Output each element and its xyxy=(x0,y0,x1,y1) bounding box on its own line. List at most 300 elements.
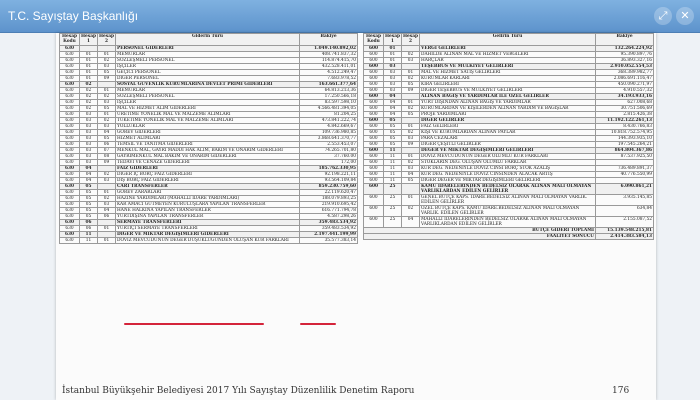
table-cell: 600 xyxy=(364,52,384,58)
table-cell: 359.483.534,92 xyxy=(300,220,358,226)
table-cell: KİRA GELİRLERİ xyxy=(420,82,596,88)
table-cell: 7.683.978,52 xyxy=(300,76,358,82)
table-cell: 02 xyxy=(80,100,98,106)
table-cell: 09 xyxy=(402,88,420,94)
table-cell: 630 xyxy=(60,76,80,82)
table-cell: 06 xyxy=(98,214,116,220)
table-cell: DÖVİZ MEVCUDUNUN DEĞER DÜŞÜKLÜĞÜNDEN OLUŞAN KUR FARKLARI xyxy=(116,238,300,244)
table-cell: 432.528.411,01 xyxy=(300,64,358,70)
table-cell: 37.760.00 xyxy=(300,154,358,160)
column-header: Gelirin Türü xyxy=(420,34,596,46)
table-cell: 02 xyxy=(98,172,116,178)
table-cell: 04 xyxy=(402,172,420,178)
table-cell: 25 xyxy=(384,206,402,217)
table-cell: 600 xyxy=(364,82,384,88)
revenue-table-container xyxy=(363,33,653,240)
table-cell: GAYRİMENKUL MAL BAKIM VE ONARIM GİDERLERİ xyxy=(116,154,300,160)
window-title: T.C. Sayıştay Başkanlığı xyxy=(8,9,139,23)
table-cell: MAHALLİ İDARELERİNDEN BEDELSİZ OLARAK ALINAN MALİ OLMAYAN VARLIKLARDAN EDİLEN GELİRLER xyxy=(420,217,596,228)
table-cell: MENKUL MAL, GAYRİ MADDİ HAK ALIM, BAKIM VE ONARIM GİDERLERİ xyxy=(116,148,300,154)
table-cell: 11 xyxy=(80,232,98,238)
table-cell: 630 xyxy=(60,214,80,220)
table-cell: 03 xyxy=(98,100,116,106)
table-cell: 630 xyxy=(60,142,80,148)
table-cell: 3.868.641.370,77 xyxy=(300,136,358,142)
table-cell: 04 xyxy=(402,217,420,228)
table-cell: 02 xyxy=(80,94,98,100)
table-cell: 600 xyxy=(364,142,384,148)
table-cell: 01 xyxy=(402,195,420,206)
table-cell: 634,84 xyxy=(596,206,654,217)
table-cell: 859.230.759,60 xyxy=(300,184,358,190)
table-cell: 74.265.701,80 xyxy=(300,148,358,154)
table-cell: 05 xyxy=(80,196,98,202)
table-cell: 22.119.620,47 xyxy=(300,190,358,196)
table-cell: 06 xyxy=(80,226,98,232)
table-cell: 10.818.752.574,95 xyxy=(596,130,654,136)
table-cell: 630 xyxy=(60,70,80,76)
table-cell: 06 xyxy=(80,220,98,226)
table-cell: 630 xyxy=(60,196,80,202)
table-cell: 4.512.249,47 xyxy=(300,70,358,76)
table-cell: 4.566.481.394,05 xyxy=(300,106,358,112)
table-cell: 600 xyxy=(364,206,384,217)
table-cell: 05 xyxy=(80,184,98,190)
table-cell: PROJE YARDIMLARI xyxy=(420,112,596,118)
table-cell: 630 xyxy=(60,178,80,184)
table-cell: 197.545.264,21 xyxy=(596,142,654,148)
table-cell: 630 xyxy=(60,208,80,214)
column-header: Hesap 2 xyxy=(99,34,115,44)
table-cell: DİĞER VE MİKTAR DEĞİŞİMLERİ GİDERLERİ xyxy=(116,232,300,238)
table-cell: MEMURLAR xyxy=(116,88,300,94)
table-cell: 359.483.534,92 xyxy=(300,226,358,232)
table-cell: 03 xyxy=(384,64,402,70)
table-cell: 630 xyxy=(60,130,80,136)
table-cell: KAMU İDARELERİNDEN BEDELSİZ OLARAK ALINAN MALİ OLMAYAN VARLIKLARDAN EDİLEN GELİRLER xyxy=(420,184,596,195)
table-cell: HİZMET ALIMLARI xyxy=(116,136,300,142)
table-cell: 2.815.426,38 xyxy=(596,112,654,118)
table-cell: 83.597.598,10 xyxy=(300,100,358,106)
table-cell: 04 xyxy=(98,208,116,214)
table-cell: GÖREV GİDERLERİ xyxy=(116,130,300,136)
table-cell: GENEL BÜTÇE KAPS. İDARE.BEDELSİZ ALINAN MALİ OLMAYAN VARLIK. EDİLEN GELİRLER xyxy=(420,195,596,206)
table-cell: 630 xyxy=(60,112,80,118)
table-cell: 4.910.557,32 xyxy=(596,88,654,94)
table-cell: 03 xyxy=(80,124,98,130)
table-row xyxy=(364,130,654,136)
table-cell: 600 xyxy=(364,124,384,130)
table-cell: 630 xyxy=(60,220,80,226)
column-header: Hesap 1 xyxy=(385,34,401,44)
table-cell: 630 xyxy=(60,166,80,172)
page-footer xyxy=(56,383,656,399)
table-cell: 81.204,25 xyxy=(300,112,358,118)
table-cell: 132.264.224,92 xyxy=(596,46,654,52)
table-cell: 03 xyxy=(80,112,98,118)
table-cell: 600 xyxy=(364,130,384,136)
table-cell: 40.776.550,99 xyxy=(596,172,654,178)
table-cell: 01 xyxy=(384,46,402,52)
table-cell: 05 xyxy=(80,202,98,208)
table-cell: 600 xyxy=(364,76,384,82)
table-cell: 93.564.109,84 xyxy=(300,178,358,184)
table-cell: 01 xyxy=(80,70,98,76)
table-cell: 03 xyxy=(402,136,420,142)
table-cell: 188.079.893,25 xyxy=(300,196,358,202)
title-bar xyxy=(0,0,700,33)
table-cell: DEĞER VE MİKTAR DEĞİŞİMLERİ GELİRLERİ xyxy=(420,148,596,154)
table-cell: 630 xyxy=(60,88,80,94)
table-cell: 01 xyxy=(80,64,98,70)
table-cell: SOSYAL GÜVENLİK KURUMLARINA DEVLET PRİMİ GİDERLERİ xyxy=(116,82,300,88)
table-cell: 03 xyxy=(402,166,420,172)
table-cell: 05 xyxy=(402,112,420,118)
table-cell: 04 xyxy=(384,100,402,106)
table-cell: 600 xyxy=(364,64,384,70)
table-cell: MEMURLAR xyxy=(116,52,300,58)
table-cell: 02 xyxy=(402,76,420,82)
table-cell: 11 xyxy=(384,154,402,160)
table-row xyxy=(364,206,654,217)
table-cell: 630 xyxy=(60,238,80,244)
table-cell: TEŞEBBÜS VE MÜLKİYET GELİRLERİ xyxy=(420,64,596,70)
table-cell: DİĞER GELİRLER xyxy=(420,118,596,124)
table-cell: 02 xyxy=(98,118,116,124)
table-cell xyxy=(402,184,420,195)
table-cell: 630 xyxy=(60,106,80,112)
table-cell: YURT DIŞINDAN ALINAN BAĞIŞ VE YARDIMLAR xyxy=(420,100,596,106)
table-cell: 11 xyxy=(384,178,402,184)
table-cell: 02 xyxy=(98,196,116,202)
table-cell: 2.553.453,07 xyxy=(300,142,358,148)
table-cell: 185.762.330,95 xyxy=(300,166,358,172)
table-cell: 01 xyxy=(80,58,98,64)
table-cell: 01 xyxy=(98,52,116,58)
table-cell: YURTDIŞINA YAPILAN TRANSFERLER xyxy=(116,214,300,220)
table-cell: 03 xyxy=(80,118,98,124)
table-cell: 36.893.327,16 xyxy=(596,58,654,64)
column-header: Hesap 1 xyxy=(81,34,97,44)
table-cell: 95.390.897,76 xyxy=(596,52,654,58)
table-cell: 04 xyxy=(80,166,98,172)
table-cell: 05 xyxy=(80,214,98,220)
table-cell: CARİ TRANSFERLER xyxy=(116,184,300,190)
table-cell: 4.842.669,67 xyxy=(300,124,358,130)
table-cell: 02 xyxy=(80,88,98,94)
footer-report-title: İstanbul Büyükşehir Belediyesi 2017 Yılı Sayıştay Düzenlilik Denetim Raporu xyxy=(62,386,415,396)
table-cell: İŞÇİLER xyxy=(116,64,300,70)
table-cell: 4.587.298,26 xyxy=(300,214,358,220)
table-cell: 630 xyxy=(60,232,80,238)
table-cell: 03 xyxy=(384,82,402,88)
table-cell: DİĞER İÇ BORÇ FAİZ GİDERLERİ xyxy=(116,172,300,178)
table-cell: DİĞER TEŞEBBÜS VE MÜLKİYET GELİRLERİ xyxy=(420,88,596,94)
table-cell: 600 xyxy=(364,148,384,154)
table-cell: 630 xyxy=(60,82,80,88)
table-cell: 03 xyxy=(80,154,98,160)
table-cell: 600 xyxy=(364,178,384,184)
table-cell: KURUMLARDAN VE KİŞİLERDEN ALINAN YARDIM VE BAĞIŞLAR xyxy=(420,106,596,112)
table-cell: 30.751.506,69 xyxy=(596,106,654,112)
table-cell: ÖZEL BÜTÇE KAPS. KAMU İDARE.BEDELSİZ ALINAN MALİ OLMAYAN VARLIK. EDİLEN GELİRLER xyxy=(420,206,596,217)
table-cell: 144.393.935,10 xyxy=(596,136,654,142)
table-cell: 05 xyxy=(98,70,116,76)
table-cell: 87.537.925,50 xyxy=(596,154,654,160)
table-cell: 630 xyxy=(60,52,80,58)
table-row xyxy=(60,238,358,244)
table-cell: PERSONEL GİDERLERİ xyxy=(116,46,300,52)
table-cell: 630 xyxy=(60,154,80,160)
table-cell: 11 xyxy=(384,172,402,178)
table-cell: STOKLARIN DEĞ. OLUŞAN OLUMLU FARKLAR xyxy=(420,160,596,166)
table-cell: 01 xyxy=(80,76,98,82)
table-cell: 1.049.140.892,02 xyxy=(300,46,358,52)
table-cell: 02 xyxy=(402,52,420,58)
table-cell: 600 xyxy=(364,46,384,52)
table-cell: 02 xyxy=(98,94,116,100)
table-cell: 03 xyxy=(98,64,116,70)
table-cell: 109.736.980,85 xyxy=(300,130,358,136)
table-cell: 04 xyxy=(98,130,116,136)
table-cell: 01 xyxy=(98,88,116,94)
table-cell: 25 xyxy=(384,217,402,228)
table-cell: 03 xyxy=(80,160,98,166)
table-cell: KURUMLAR KARLARI xyxy=(420,76,596,82)
table-cell: 03 xyxy=(98,124,116,130)
table-cell: PARA CEZALARI xyxy=(420,136,596,142)
table-cell: 25 xyxy=(384,195,402,206)
table-cell: 600 xyxy=(364,166,384,172)
table-cell: TEMSİL VE TANITMA GİDERLERİ xyxy=(116,142,300,148)
table-cell: 630 xyxy=(60,160,80,166)
table-cell: 630 xyxy=(60,190,80,196)
table-cell: 01 xyxy=(402,124,420,130)
table-cell: 02 xyxy=(98,58,116,64)
table-cell: 03 xyxy=(384,76,402,82)
table-cell: 630 xyxy=(60,64,80,70)
table-cell: 92.198.221,11 xyxy=(300,172,358,178)
total-row xyxy=(364,234,654,240)
table-cell: 03 xyxy=(384,88,402,94)
table-cell: 05 xyxy=(402,82,420,88)
table-cell: HANE HALKINA YAPILAN TRANSFERLER xyxy=(116,208,300,214)
table-cell: 01 xyxy=(98,190,116,196)
table-cell: 01 xyxy=(402,100,420,106)
table-cell: TEDAVİ VE CENAZE GİDERLERİ xyxy=(116,160,300,166)
table-cell: 630 xyxy=(60,118,80,124)
table-cell: 630 xyxy=(60,184,80,190)
table-cell: 630 xyxy=(60,58,80,64)
table-cell: 02 xyxy=(402,106,420,112)
table-cell: 03 xyxy=(402,58,420,64)
close-icon[interactable]: ✕ xyxy=(676,7,694,25)
table-cell: 630 xyxy=(60,148,80,154)
table-cell: 600 xyxy=(364,217,384,228)
table-cell: YURTİÇİ SERMAYE TRANSFERLERİ xyxy=(116,226,300,232)
table-cell: 05 xyxy=(402,178,420,184)
table-cell: 11 xyxy=(384,166,402,172)
table-cell: 05 xyxy=(80,190,98,196)
table-cell: 114.874.415,70 xyxy=(300,58,358,64)
table-cell: 8.430.766,83 xyxy=(596,124,654,130)
table-cell: 163.661.377,64 xyxy=(300,82,358,88)
table-cell: TÜKETİME YÖNELİK MAL VE MALZEME ALIMLARI xyxy=(116,118,300,124)
table-cell: HAZİNE YARDIMLARI (MAHALLİ İDARE YARDIMLARI) xyxy=(116,196,300,202)
table-cell: KAR AMACI GÜTMEYEN KURULUŞLARA YAPILAN TRANSFERLER xyxy=(116,202,300,208)
table-cell: 2.086.691.116,47 xyxy=(596,76,654,82)
table-cell: 630 xyxy=(60,136,80,142)
table-cell: 05 xyxy=(98,106,116,112)
document-page xyxy=(56,33,656,400)
red-underline-annotation xyxy=(124,323,264,325)
table-cell: 04 xyxy=(80,178,98,184)
table-cell: 600 xyxy=(364,136,384,142)
table-cell: 01 xyxy=(384,52,402,58)
column-header: Bakiye xyxy=(300,34,358,46)
table-cell: 01 xyxy=(80,52,98,58)
table-cell: 05 xyxy=(80,208,98,214)
table-cell: 01 xyxy=(98,112,116,118)
table-row xyxy=(364,217,654,228)
table-cell: 02 xyxy=(402,130,420,136)
table-cell: 64.813.213,36 xyxy=(300,88,358,94)
column-header: Bakiye xyxy=(596,34,654,46)
table-cell: 2.155.087,52 xyxy=(596,217,654,228)
table-cell: GEÇİCİ PERSONEL xyxy=(116,70,300,76)
table-cell: 01 xyxy=(98,226,116,232)
table-cell: DÖVİZ MEVCUDUNUN DEĞER OLUMLU KUR FARKLARI xyxy=(420,154,596,160)
table-cell: KİŞİ VE KURUMLARDAN ALINAN PAYLAR xyxy=(420,130,596,136)
table-cell: DIŞ BORÇ FAİZ GİDERLERİ xyxy=(116,178,300,184)
table-cell: 219.910.695,42 xyxy=(300,202,358,208)
table-cell: 01 xyxy=(98,238,116,244)
revenue-table xyxy=(363,33,654,240)
table-cell: 11 xyxy=(384,160,402,166)
table-cell: 630 xyxy=(60,226,80,232)
table-cell: 600 xyxy=(364,106,384,112)
table-cell: 05 xyxy=(384,118,402,124)
table-cell: 05 xyxy=(384,136,402,142)
table-cell: 03 xyxy=(80,142,98,148)
table-cell: DİĞER PERSONEL xyxy=(116,76,300,82)
table-cell: 08 xyxy=(98,154,116,160)
table-cell: 600 xyxy=(364,118,384,124)
table-cell: 02 xyxy=(402,160,420,166)
table-cell: KUR DEĞ. NEDENİYLE DÖVİZ CİNSİ BORÇ STOK AZALIŞ xyxy=(420,166,596,172)
table-cell: ÜRETİME YÖNELİK MAL VE MALZEME ALIMLARI xyxy=(116,112,300,118)
table-cell: 600 xyxy=(364,58,384,64)
table-cell: 05 xyxy=(98,136,116,142)
table-cell: FAİZ GİDERLERİ xyxy=(116,166,300,172)
table-cell: 2.910.052.554,53 xyxy=(596,64,654,70)
table-cell: SÖZLEŞMELİ PERSONEL xyxy=(116,58,300,64)
table-cell: 05 xyxy=(384,130,402,136)
table-cell: 11.192.122.261,13 xyxy=(596,118,654,124)
table-cell: 600 xyxy=(364,195,384,206)
table-cell: 736.489.891,37 xyxy=(596,166,654,172)
table-cell: 01 xyxy=(384,58,402,64)
table-cell: 600 xyxy=(364,172,384,178)
table-cell: 03 xyxy=(80,136,98,142)
total-label: BÜTÇE GİDERİ TOPLAMI xyxy=(364,228,596,234)
table-cell: 600 xyxy=(364,94,384,100)
table-cell: 600 xyxy=(364,88,384,94)
table-cell: DAHİLDE ALINAN MAL VE HİZMET VERGİLERİ xyxy=(420,52,596,58)
table-cell: 2.197.441.199,99 xyxy=(300,232,358,238)
table-cell: İŞÇİLER xyxy=(116,100,300,106)
table-cell: 03 xyxy=(384,70,402,76)
table-cell: 34.193.933,16 xyxy=(596,94,654,100)
table-cell: 11 xyxy=(80,238,98,244)
table-cell: FAİZ GELİRLERİ xyxy=(420,124,596,130)
table-cell: GÖREV ZARARLARI xyxy=(116,190,300,196)
table-cell: 3.935.145,85 xyxy=(596,195,654,206)
table-cell: 6.090.861,21 xyxy=(596,184,654,195)
table-cell: 630 xyxy=(60,124,80,130)
table-cell: 630 xyxy=(60,94,80,100)
table-cell: 03 xyxy=(80,130,98,136)
table-cell: 408.741.837,32 xyxy=(300,52,358,58)
column-header: Hesap Kodu xyxy=(364,34,384,46)
table-cell: 450.090.271,97 xyxy=(596,82,654,88)
table-cell: ALINAN BAĞIŞ VE YARDIMLAR İLE ÖZEL GELİRLER xyxy=(420,94,596,100)
table-cell: SERMAYE TRANSFERLERİ xyxy=(116,220,300,226)
table-cell: SÖZLEŞMELİ PERSONEL xyxy=(116,94,300,100)
table-cell: 04 xyxy=(384,112,402,118)
table-cell: 02 xyxy=(80,82,98,88)
table-cell: 01 xyxy=(402,70,420,76)
table-cell: KUR DEĞ. NEDENİYLE DÖVİZ CİNSİNDEN ALACAK ARTIŞ xyxy=(420,172,596,178)
table-cell: 04 xyxy=(80,172,98,178)
table-cell: 600 xyxy=(364,154,384,160)
table-cell: 35.577.383,14 xyxy=(300,238,358,244)
table-cell: DİĞER DEĞER VE MİKTAR DEĞİŞİMLERİ GELİRLERİ xyxy=(420,178,596,184)
table-cell: 172,00 xyxy=(300,160,358,166)
table-cell: 09 xyxy=(402,142,420,148)
table-cell: HARÇLAR xyxy=(420,58,596,64)
table-cell: 864.804.367,86 xyxy=(596,148,654,154)
table-cell: 600 xyxy=(364,100,384,106)
table-cell: 04 xyxy=(384,94,402,100)
table-cell: 630 xyxy=(60,172,80,178)
page-number: 176 xyxy=(612,386,630,396)
table-cell: 09 xyxy=(98,76,116,82)
table-cell: 06 xyxy=(98,142,116,148)
table-cell: 25 xyxy=(384,184,402,195)
table-cell: 368.389.982,77 xyxy=(596,70,654,76)
expense-table xyxy=(59,33,358,244)
table-row xyxy=(364,195,654,206)
maximize-icon[interactable]: ⤢ xyxy=(654,7,672,25)
table-cell: 630 xyxy=(60,100,80,106)
table-cell: 473.841.222,74 xyxy=(300,118,358,124)
table-cell: 11 xyxy=(384,148,402,154)
table-cell: 07 xyxy=(98,148,116,154)
table-cell: 01 xyxy=(402,154,420,160)
column-header: Hesap Kodu xyxy=(60,34,80,46)
table-cell: MAL VE HİZMET SATIŞ GELİRLERİ xyxy=(420,70,596,76)
table-cell: 17.250.566,18 xyxy=(300,94,358,100)
red-underline-annotation-value xyxy=(300,323,336,325)
table-cell: 03 xyxy=(98,178,116,184)
table-row xyxy=(364,184,654,195)
table-cell: 04 xyxy=(384,106,402,112)
table-cell: 627.008,68 xyxy=(596,100,654,106)
table-cell: MAL VE HİZMET ALIM GİDERLERİ xyxy=(116,106,300,112)
table-cell: 630 xyxy=(60,46,80,52)
table-cell: 600 xyxy=(364,160,384,166)
